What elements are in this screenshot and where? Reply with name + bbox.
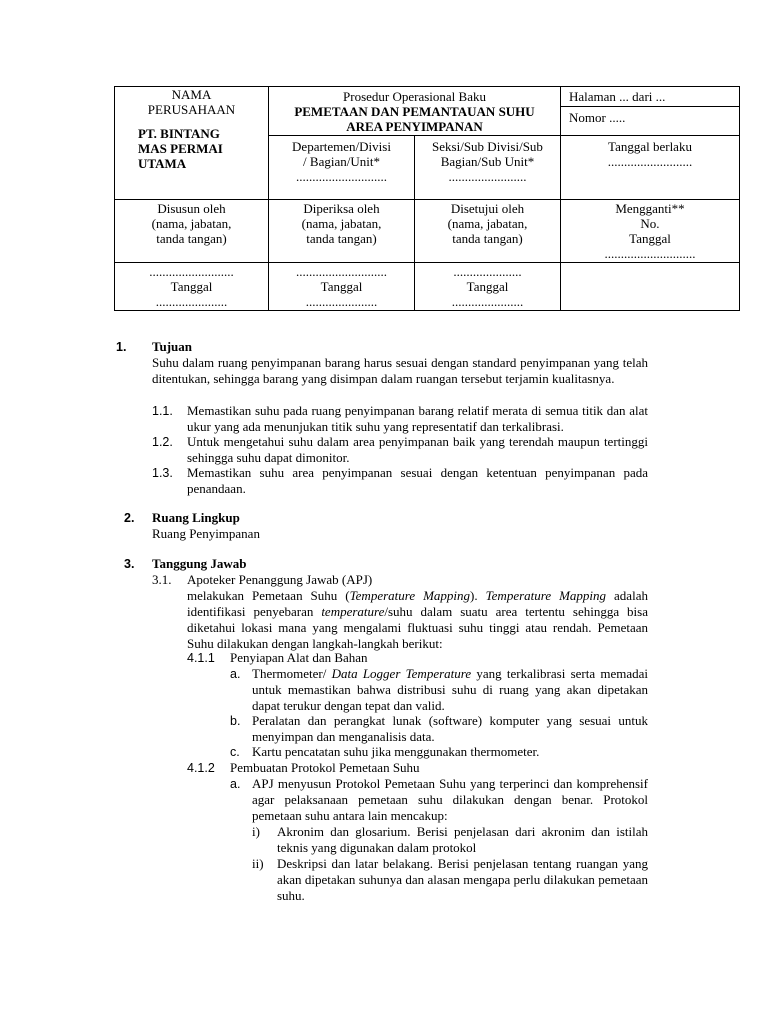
date-label-2: Tanggal xyxy=(320,279,363,294)
item-4-1-1-a-marker: a. xyxy=(230,667,241,681)
checked-cell xyxy=(269,200,415,263)
prepared-cell xyxy=(115,200,269,263)
section-3-number: 3. xyxy=(124,557,135,571)
replace-1: Mengganti** xyxy=(615,201,685,216)
signature-cell-4 xyxy=(561,263,740,311)
item-1-3-text: Memastikan suhu area penyimpanan sesuai dengan ketentuan penyimpanan pada penandaan. xyxy=(187,465,648,496)
date-dots-1: ...................... xyxy=(155,294,228,309)
item-3-1-title: Apoteker Penanggung Jawab (APJ) xyxy=(187,572,373,587)
sig-dots-2: ............................ xyxy=(296,264,387,279)
section-dots: ........................ xyxy=(448,169,527,184)
item-1-3-number: 1.3. xyxy=(152,466,173,480)
item-4-1-2-ii-marker: ii) xyxy=(252,856,264,871)
section-3-title: Tanggung Jawab xyxy=(152,556,247,571)
section-cell xyxy=(415,136,561,200)
replace-2: No. xyxy=(640,216,660,231)
section-1-number: 1. xyxy=(116,340,127,354)
approved-cell xyxy=(415,200,561,263)
sig-dots-3: ..................... xyxy=(453,264,522,279)
item-4-1-1-b-marker: b. xyxy=(230,714,241,728)
company-name-3: UTAMA xyxy=(138,156,187,171)
dept-2: / Bagian/Unit* xyxy=(303,154,380,169)
effective-label: Tanggal berlaku xyxy=(608,139,692,154)
section-2-number: 2. xyxy=(124,511,135,525)
item-1-1-text: Memastikan suhu pada ruang penyimpanan barang relatif merata di semua titik dan alat ukur yang ada menunjukan titik suhu yang representatif dan terkalibrasi. xyxy=(187,403,648,434)
effective-date-cell xyxy=(561,136,740,200)
sop-title-2: AREA PENYIMPANAN xyxy=(346,119,483,134)
item-4-1-1-b-text: Peralatan dan perangkat lunak (software) komputer yang sesuai untuk menyimpan dan menganalisis data. xyxy=(252,713,648,744)
sop-label: Prosedur Operasional Baku xyxy=(343,89,486,104)
replace-dots: ............................ xyxy=(604,246,696,261)
number-label: Nomor ..... xyxy=(569,110,626,125)
item-4-1-2-ii-text: Deskripsi dan latar belakang. Berisi penjelasan tentang ruangan yang akan dipetakan suhunya dan alasan mengapa perlu dilakukan pemetaan suhu. xyxy=(277,856,648,903)
company-name-2: MAS PERMAI xyxy=(138,141,223,156)
checked-2: (nama, jabatan, xyxy=(301,216,382,231)
item-4-1-1-title: Penyiapan Alat dan Bahan xyxy=(230,650,368,665)
signature-cell-2 xyxy=(269,263,415,311)
checked-1: Diperiksa oleh xyxy=(303,201,380,216)
item-4-1-2-i-marker: i) xyxy=(252,824,260,839)
item-4-1-2-a-text: APJ menyusun Protokol Pemetaan Suhu yang terperinci dan komprehensif agar pelaksanaan pemetaan suhu dilakukan dengan benar. Protokol pemetaan suhu antara lain mencakup: xyxy=(252,776,648,823)
section-2: Bagian/Sub Unit* xyxy=(440,154,535,169)
signature-cell-1 xyxy=(115,263,269,311)
company-label-2: PERUSAHAAN xyxy=(147,102,236,117)
sig-dots-1: .......................... xyxy=(149,264,234,279)
item-4-1-2-title: Pembuatan Protokol Pemetaan Suhu xyxy=(230,760,420,775)
item-4-1-1-number: 4.1.1 xyxy=(187,651,215,665)
prepared-3: tanda tangan) xyxy=(156,231,227,246)
item-4-1-2-a-marker: a. xyxy=(230,777,241,791)
sop-header-table xyxy=(114,86,740,311)
sop-title-cell xyxy=(269,87,561,136)
item-4-1-1-a-text: Thermometer/ Data Logger Temperature yang terkalibrasi serta memadai untuk memastikan bahwa distribusi suhu di ruang yang akan dipetakan dapat terukur dengan tepat dan valid. xyxy=(252,666,648,713)
item-3-1-paragraph: melakukan Pemetaan Suhu (Temperature Mapping). Temperature Mapping adalah identifikasi penyebaran temperature/suhu dalam suatu area tertentu sehingga bisa diketahui lokasi mana yang mengalami fluktuasi suhu tinggi atau rendah. Pemetaan Suhu dilakukan dengan langkah-langkah berikut: xyxy=(187,588,648,651)
section-1: Seksi/Sub Divisi/Sub xyxy=(432,139,543,154)
item-3-1-number: 3.1. xyxy=(152,572,172,587)
dept-1: Departemen/Divisi xyxy=(292,139,391,154)
prepared-1: Disusun oleh xyxy=(157,201,226,216)
date-dots-3: ...................... xyxy=(451,294,524,309)
item-1-2-number: 1.2. xyxy=(152,435,173,449)
section-1-title: Tujuan xyxy=(152,339,192,354)
item-1-2-text: Untuk mengetahui suhu dalam area penyimpanan baik yang terendah maupun tertinggi sehingga suhu dapat dimonitor. xyxy=(187,434,648,465)
item-4-1-1-c-marker: c. xyxy=(230,745,240,759)
company-name-1: PT. BINTANG xyxy=(138,126,220,141)
sop-title-1: PEMETAAN DAN PEMANTAUAN SUHU xyxy=(294,104,535,119)
company-label-1: NAMA xyxy=(171,87,212,102)
item-4-1-1-c-text: Kartu pencatatan suhu jika menggunakan thermometer. xyxy=(252,744,540,759)
replace-cell xyxy=(561,200,740,263)
item-4-1-2-number: 4.1.2 xyxy=(187,761,215,775)
prepared-2: (nama, jabatan, xyxy=(151,216,232,231)
page-number-cell xyxy=(561,87,740,136)
approved-2: (nama, jabatan, xyxy=(447,216,528,231)
date-label-1: Tanggal xyxy=(170,279,213,294)
department-cell xyxy=(269,136,415,200)
page-label: Halaman ... dari ... xyxy=(561,87,739,107)
item-4-1-2-i-text: Akronim dan glosarium. Berisi penjelasan dari akronim dan istilah teknis yang digunakan dalam protokol xyxy=(277,824,648,855)
date-label-3: Tanggal xyxy=(466,279,509,294)
dept-dots: ............................ xyxy=(296,169,387,184)
item-1-1-number: 1.1. xyxy=(152,404,173,418)
checked-3: tanda tangan) xyxy=(306,231,377,246)
section-2-title: Ruang Lingkup xyxy=(152,510,240,525)
date-dots-2: ...................... xyxy=(305,294,378,309)
section-2-text: Ruang Penyimpanan xyxy=(152,526,260,541)
company-cell xyxy=(115,87,269,200)
replace-3: Tanggal xyxy=(629,231,671,246)
section-1-paragraph: Suhu dalam ruang penyimpanan barang harus sesuai dengan standard penyimpanan yang telah ditentukan, sehingga barang yang disimpan dalam ruangan tersebut terjamin kualitasnya. xyxy=(152,355,648,386)
approved-3: tanda tangan) xyxy=(452,231,523,246)
signature-cell-3 xyxy=(415,263,561,311)
approved-1: Disetujui oleh xyxy=(450,201,525,216)
effective-dots: .......................... xyxy=(607,154,693,169)
